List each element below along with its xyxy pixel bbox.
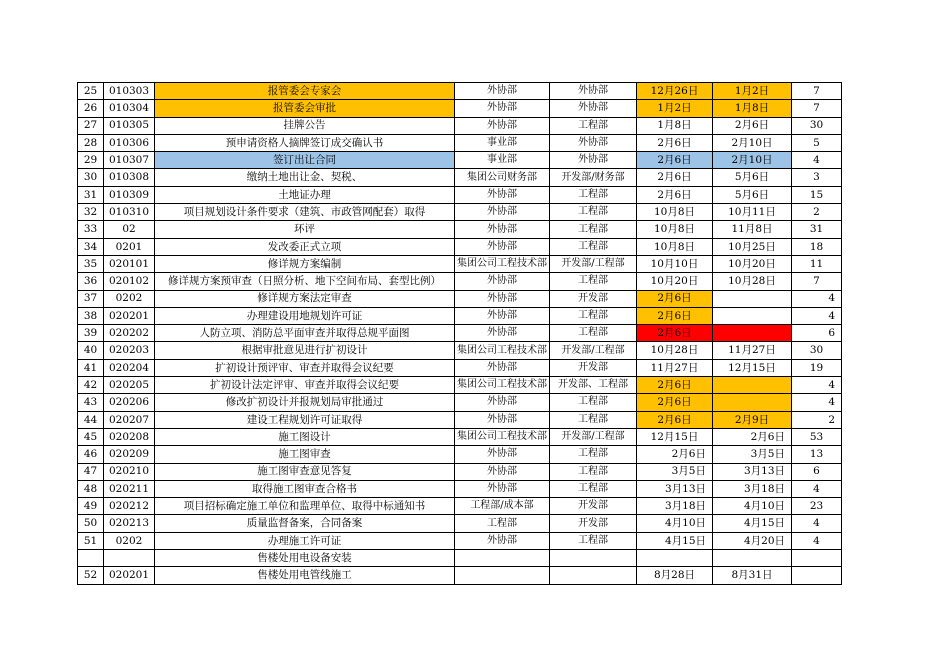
task-code-cell[interactable]: 020206 xyxy=(104,394,155,411)
task-name-cell[interactable]: 报管委会专家会 xyxy=(155,83,455,100)
duration-cell[interactable]: 4 xyxy=(792,152,842,169)
task-code-cell[interactable]: 010304 xyxy=(104,100,155,117)
coop-dept-cell[interactable]: 外协部 xyxy=(550,134,637,151)
responsible-dept-cell[interactable]: 外协部 xyxy=(455,359,550,376)
start-date-cell[interactable]: 1月8日 xyxy=(637,117,713,134)
schedule-table xyxy=(77,82,842,585)
coop-dept-cell[interactable]: 外协部 xyxy=(550,100,637,117)
table-row xyxy=(78,446,842,463)
end-date-cell[interactable]: 2月10日 xyxy=(713,134,792,151)
end-date-cell[interactable] xyxy=(713,325,792,342)
row-number-cell[interactable]: 52 xyxy=(78,567,104,584)
duration-cell[interactable]: 7 xyxy=(792,100,842,117)
end-date-cell[interactable]: 3月5日 xyxy=(713,446,792,463)
coop-dept-cell[interactable]: 工程部 xyxy=(550,532,637,549)
coop-dept-cell[interactable]: 工程部 xyxy=(550,394,637,411)
start-date-cell[interactable]: 2月6日 xyxy=(637,394,713,411)
duration-cell[interactable]: 6 xyxy=(792,325,842,342)
task-code-cell[interactable]: 020204 xyxy=(104,359,155,376)
table-row xyxy=(78,307,842,324)
responsible-dept-cell[interactable]: 事业部 xyxy=(455,134,550,151)
start-date-cell[interactable] xyxy=(637,550,713,567)
start-date-cell[interactable]: 10月10日 xyxy=(637,255,713,272)
responsible-dept-cell[interactable]: 外协部 xyxy=(455,307,550,324)
coop-dept-cell[interactable]: 开发部 xyxy=(550,359,637,376)
task-code-cell[interactable]: 010309 xyxy=(104,186,155,203)
row-number-cell[interactable]: 28 xyxy=(78,134,104,151)
task-name-cell[interactable]: 施工图审查 xyxy=(155,446,455,463)
task-name-cell[interactable]: 修改扩初设计并报规划局审批通过 xyxy=(155,394,455,411)
coop-dept-cell[interactable]: 开发部/财务部 xyxy=(550,169,637,186)
task-code-cell[interactable]: 020101 xyxy=(104,255,155,272)
task-code-cell[interactable]: 020201 xyxy=(104,567,155,584)
table-row xyxy=(78,238,842,255)
duration-cell[interactable]: 30 xyxy=(792,342,842,359)
table-row xyxy=(78,117,842,134)
task-code-cell[interactable]: 020210 xyxy=(104,463,155,480)
table-row xyxy=(78,550,842,567)
table-row xyxy=(78,204,842,221)
responsible-dept-cell[interactable]: 外协部 xyxy=(455,273,550,290)
task-code-cell[interactable]: 010303 xyxy=(104,83,155,100)
responsible-dept-cell[interactable]: 外协部 xyxy=(455,532,550,549)
start-date-cell[interactable]: 2月6日 xyxy=(637,411,713,428)
task-name-cell[interactable]: 施工图审查意见答复 xyxy=(155,463,455,480)
row-number-cell[interactable]: 44 xyxy=(78,411,104,428)
task-code-cell[interactable]: 010305 xyxy=(104,117,155,134)
task-name-cell[interactable]: 取得施工图审查合格书 xyxy=(155,480,455,497)
end-date-cell[interactable]: 2月6日 xyxy=(713,117,792,134)
row-number-cell[interactable]: 29 xyxy=(78,152,104,169)
coop-dept-cell[interactable]: 开发部/工程部 xyxy=(550,428,637,445)
end-date-cell[interactable]: 1月2日 xyxy=(713,83,792,100)
table-row xyxy=(78,394,842,411)
end-date-cell[interactable]: 5月6日 xyxy=(713,169,792,186)
responsible-dept-cell[interactable]: 外协部 xyxy=(455,325,550,342)
start-date-cell[interactable]: 10月28日 xyxy=(637,342,713,359)
responsible-dept-cell[interactable]: 外协部 xyxy=(455,100,550,117)
task-code-cell[interactable]: 020212 xyxy=(104,498,155,515)
task-code-cell[interactable]: 010310 xyxy=(104,204,155,221)
coop-dept-cell[interactable]: 工程部 xyxy=(550,463,637,480)
task-name-cell[interactable]: 办理建设用地规划许可证 xyxy=(155,307,455,324)
duration-cell[interactable]: 7 xyxy=(792,273,842,290)
task-code-cell[interactable] xyxy=(104,550,155,567)
table-row xyxy=(78,325,842,342)
row-number-cell[interactable]: 49 xyxy=(78,498,104,515)
task-name-cell[interactable]: 项目招标确定施工单位和监理单位、取得中标通知书 xyxy=(155,498,455,515)
coop-dept-cell[interactable]: 工程部 xyxy=(550,186,637,203)
responsible-dept-cell[interactable] xyxy=(455,550,550,567)
table-row xyxy=(78,359,842,376)
start-date-cell[interactable]: 12月26日 xyxy=(637,83,713,100)
task-name-cell[interactable]: 办理施工许可证 xyxy=(155,532,455,549)
duration-cell[interactable]: 53 xyxy=(792,428,842,445)
task-code-cell[interactable]: 020201 xyxy=(104,307,155,324)
end-date-cell[interactable]: 4月20日 xyxy=(713,532,792,549)
end-date-cell[interactable]: 10月11日 xyxy=(713,204,792,221)
responsible-dept-cell[interactable]: 集团公司工程技术部 xyxy=(455,428,550,445)
task-code-cell[interactable]: 0202 xyxy=(104,532,155,549)
duration-cell[interactable] xyxy=(792,550,842,567)
task-name-cell[interactable]: 扩初设计法定评审、审查并取得会议纪要 xyxy=(155,377,455,394)
responsible-dept-cell[interactable] xyxy=(455,567,550,584)
duration-cell[interactable]: 4 xyxy=(792,532,842,549)
row-number-cell[interactable]: 25 xyxy=(78,83,104,100)
row-number-cell[interactable]: 36 xyxy=(78,273,104,290)
duration-cell[interactable]: 7 xyxy=(792,83,842,100)
start-date-cell[interactable]: 4月10日 xyxy=(637,515,713,532)
task-name-cell[interactable]: 修详规方案编制 xyxy=(155,255,455,272)
responsible-dept-cell[interactable]: 外协部 xyxy=(455,221,550,238)
task-name-cell[interactable]: 修详规方案法定审查 xyxy=(155,290,455,307)
task-name-cell[interactable]: 预申请资格人摘牌签订成交确认书 xyxy=(155,134,455,151)
row-number-cell[interactable]: 50 xyxy=(78,515,104,532)
row-number-cell[interactable]: 37 xyxy=(78,290,104,307)
table-row xyxy=(78,532,842,549)
end-date-cell[interactable]: 11月27日 xyxy=(713,342,792,359)
task-name-cell[interactable]: 土地证办理 xyxy=(155,186,455,203)
coop-dept-cell[interactable]: 开发部/工程部 xyxy=(550,255,637,272)
responsible-dept-cell[interactable]: 外协部 xyxy=(455,238,550,255)
start-date-cell[interactable]: 2月6日 xyxy=(637,186,713,203)
duration-cell[interactable]: 30 xyxy=(792,117,842,134)
table-row xyxy=(78,169,842,186)
row-number-cell[interactable]: 39 xyxy=(78,325,104,342)
start-date-cell[interactable]: 10月8日 xyxy=(637,238,713,255)
coop-dept-cell[interactable] xyxy=(550,567,637,584)
start-date-cell[interactable]: 2月6日 xyxy=(637,446,713,463)
task-name-cell[interactable]: 发改委正式立项 xyxy=(155,238,455,255)
start-date-cell[interactable]: 8月28日 xyxy=(637,567,713,584)
responsible-dept-cell[interactable]: 外协部 xyxy=(455,290,550,307)
row-number-cell[interactable]: 46 xyxy=(78,446,104,463)
responsible-dept-cell[interactable]: 外协部 xyxy=(455,446,550,463)
start-date-cell[interactable]: 12月15日 xyxy=(637,428,713,445)
start-date-cell[interactable]: 10月8日 xyxy=(637,221,713,238)
task-name-cell[interactable]: 报管委会审批 xyxy=(155,100,455,117)
task-name-cell[interactable]: 售楼处用电管线施工 xyxy=(155,567,455,584)
start-date-cell[interactable]: 2月6日 xyxy=(637,152,713,169)
start-date-cell[interactable]: 2月6日 xyxy=(637,325,713,342)
table-row xyxy=(78,221,842,238)
end-date-cell[interactable]: 3月18日 xyxy=(713,480,792,497)
end-date-cell[interactable] xyxy=(713,377,792,394)
start-date-cell[interactable]: 2月6日 xyxy=(637,307,713,324)
end-date-cell[interactable] xyxy=(713,550,792,567)
end-date-cell[interactable]: 5月6日 xyxy=(713,186,792,203)
table-row xyxy=(78,134,842,151)
end-date-cell[interactable]: 2月10日 xyxy=(713,152,792,169)
task-name-cell[interactable]: 扩初设计预评审、审查并取得会议纪要 xyxy=(155,359,455,376)
row-number-cell[interactable]: 32 xyxy=(78,204,104,221)
table-row xyxy=(78,463,842,480)
table-row xyxy=(78,273,842,290)
row-number-cell[interactable]: 35 xyxy=(78,255,104,272)
task-name-cell[interactable]: 签订出让合同 xyxy=(155,152,455,169)
task-name-cell[interactable]: 修详规方案预审查（日照分析、地下空间布局、套型比例） xyxy=(155,273,455,290)
coop-dept-cell[interactable]: 工程部 xyxy=(550,307,637,324)
end-date-cell[interactable]: 11月8日 xyxy=(713,221,792,238)
task-code-cell[interactable]: 020213 xyxy=(104,515,155,532)
coop-dept-cell[interactable]: 工程部 xyxy=(550,273,637,290)
duration-cell[interactable]: 3 xyxy=(792,169,842,186)
start-date-cell[interactable]: 3月5日 xyxy=(637,463,713,480)
end-date-cell[interactable]: 2月6日 xyxy=(713,428,792,445)
task-name-cell[interactable]: 环评 xyxy=(155,221,455,238)
table-row xyxy=(78,377,842,394)
task-name-cell[interactable]: 质量监督备案，合同备案 xyxy=(155,515,455,532)
end-date-cell[interactable]: 2月9日 xyxy=(713,411,792,428)
coop-dept-cell[interactable]: 工程部 xyxy=(550,238,637,255)
responsible-dept-cell[interactable]: 集团公司财务部 xyxy=(455,169,550,186)
start-date-cell[interactable]: 1月2日 xyxy=(637,100,713,117)
row-number-cell[interactable]: 30 xyxy=(78,169,104,186)
table-row xyxy=(78,342,842,359)
row-number-cell[interactable]: 27 xyxy=(78,117,104,134)
coop-dept-cell[interactable]: 外协部 xyxy=(550,152,637,169)
responsible-dept-cell[interactable]: 集团公司工程技术部 xyxy=(455,377,550,394)
row-number-cell[interactable]: 40 xyxy=(78,342,104,359)
task-code-cell[interactable]: 0201 xyxy=(104,238,155,255)
coop-dept-cell[interactable]: 开发部 xyxy=(550,498,637,515)
task-code-cell[interactable]: 020102 xyxy=(104,273,155,290)
duration-cell[interactable]: 4 xyxy=(792,480,842,497)
task-name-cell[interactable]: 项目规划设计条件要求（建筑、市政管网配套）取得 xyxy=(155,204,455,221)
task-name-cell[interactable]: 挂牌公告 xyxy=(155,117,455,134)
end-date-cell[interactable]: 10月28日 xyxy=(713,273,792,290)
coop-dept-cell[interactable]: 外协部 xyxy=(550,83,637,100)
start-date-cell[interactable]: 11月27日 xyxy=(637,359,713,376)
duration-cell[interactable]: 18 xyxy=(792,238,842,255)
task-code-cell[interactable]: 020205 xyxy=(104,377,155,394)
coop-dept-cell[interactable]: 开发部、工程部 xyxy=(550,377,637,394)
coop-dept-cell[interactable]: 工程部 xyxy=(550,446,637,463)
table-row xyxy=(78,411,842,428)
row-number-cell[interactable]: 42 xyxy=(78,377,104,394)
responsible-dept-cell[interactable]: 工程部/成本部 xyxy=(455,498,550,515)
row-number-cell[interactable] xyxy=(78,550,104,567)
duration-cell[interactable]: 11 xyxy=(792,255,842,272)
table-row xyxy=(78,515,842,532)
responsible-dept-cell[interactable]: 事业部 xyxy=(455,152,550,169)
start-date-cell[interactable]: 2月6日 xyxy=(637,377,713,394)
task-name-cell[interactable]: 根据审批意见进行扩初设计 xyxy=(155,342,455,359)
end-date-cell[interactable]: 4月15日 xyxy=(713,515,792,532)
task-name-cell[interactable]: 缴纳土地出让金、契税、 xyxy=(155,169,455,186)
row-number-cell[interactable]: 43 xyxy=(78,394,104,411)
start-date-cell[interactable]: 2月6日 xyxy=(637,169,713,186)
responsible-dept-cell[interactable]: 外协部 xyxy=(455,83,550,100)
table-row xyxy=(78,100,842,117)
start-date-cell[interactable]: 2月6日 xyxy=(637,290,713,307)
task-name-cell[interactable]: 施工图设计 xyxy=(155,428,455,445)
duration-cell[interactable]: 6 xyxy=(792,463,842,480)
start-date-cell[interactable]: 2月6日 xyxy=(637,134,713,151)
duration-cell[interactable]: 4 xyxy=(792,515,842,532)
start-date-cell[interactable]: 10月20日 xyxy=(637,273,713,290)
responsible-dept-cell[interactable]: 集团公司工程技术部 xyxy=(455,255,550,272)
duration-cell[interactable] xyxy=(792,567,842,584)
responsible-dept-cell[interactable]: 外协部 xyxy=(455,480,550,497)
coop-dept-cell[interactable]: 开发部/工程部 xyxy=(550,342,637,359)
duration-cell[interactable]: 4 xyxy=(792,290,842,307)
duration-cell[interactable]: 2 xyxy=(792,411,842,428)
coop-dept-cell[interactable]: 开发部 xyxy=(550,290,637,307)
table-row xyxy=(78,152,842,169)
responsible-dept-cell[interactable]: 集团公司工程技术部 xyxy=(455,342,550,359)
task-code-cell[interactable]: 010307 xyxy=(104,152,155,169)
responsible-dept-cell[interactable]: 外协部 xyxy=(455,411,550,428)
task-code-cell[interactable]: 020203 xyxy=(104,342,155,359)
row-number-cell[interactable]: 41 xyxy=(78,359,104,376)
responsible-dept-cell[interactable]: 工程部 xyxy=(455,515,550,532)
end-date-cell[interactable] xyxy=(713,394,792,411)
schedule-rows xyxy=(78,83,842,585)
task-code-cell[interactable]: 02 xyxy=(104,221,155,238)
table-row xyxy=(78,255,842,272)
start-date-cell[interactable]: 4月15日 xyxy=(637,532,713,549)
end-date-cell[interactable]: 3月13日 xyxy=(713,463,792,480)
end-date-cell[interactable]: 8月31日 xyxy=(713,567,792,584)
start-date-cell[interactable]: 3月13日 xyxy=(637,480,713,497)
row-number-cell[interactable]: 34 xyxy=(78,238,104,255)
end-date-cell[interactable]: 10月25日 xyxy=(713,238,792,255)
coop-dept-cell[interactable]: 工程部 xyxy=(550,221,637,238)
duration-cell[interactable]: 31 xyxy=(792,221,842,238)
table-row xyxy=(78,498,842,515)
task-code-cell[interactable]: 020202 xyxy=(104,325,155,342)
row-number-cell[interactable]: 48 xyxy=(78,480,104,497)
duration-cell[interactable]: 4 xyxy=(792,377,842,394)
table-row xyxy=(78,480,842,497)
task-code-cell[interactable]: 020207 xyxy=(104,411,155,428)
duration-cell[interactable]: 19 xyxy=(792,359,842,376)
task-code-cell[interactable]: 020208 xyxy=(104,428,155,445)
responsible-dept-cell[interactable]: 外协部 xyxy=(455,463,550,480)
responsible-dept-cell[interactable]: 外协部 xyxy=(455,117,550,134)
responsible-dept-cell[interactable]: 外协部 xyxy=(455,186,550,203)
coop-dept-cell[interactable]: 工程部 xyxy=(550,480,637,497)
end-date-cell[interactable] xyxy=(713,307,792,324)
end-date-cell[interactable]: 1月8日 xyxy=(713,100,792,117)
row-number-cell[interactable]: 45 xyxy=(78,428,104,445)
row-number-cell[interactable]: 38 xyxy=(78,307,104,324)
coop-dept-cell[interactable]: 工程部 xyxy=(550,204,637,221)
start-date-cell[interactable]: 3月18日 xyxy=(637,498,713,515)
duration-cell[interactable]: 4 xyxy=(792,307,842,324)
task-name-cell[interactable]: 建设工程规划许可证取得 xyxy=(155,411,455,428)
duration-cell[interactable]: 13 xyxy=(792,446,842,463)
task-code-cell[interactable]: 020211 xyxy=(104,480,155,497)
end-date-cell[interactable]: 12月15日 xyxy=(713,359,792,376)
row-number-cell[interactable]: 26 xyxy=(78,100,104,117)
coop-dept-cell[interactable]: 工程部 xyxy=(550,117,637,134)
duration-cell[interactable]: 15 xyxy=(792,186,842,203)
coop-dept-cell[interactable]: 开发部 xyxy=(550,515,637,532)
table-row xyxy=(78,567,842,584)
table-row xyxy=(78,83,842,100)
responsible-dept-cell[interactable]: 外协部 xyxy=(455,204,550,221)
duration-cell[interactable]: 5 xyxy=(792,134,842,151)
duration-cell[interactable]: 23 xyxy=(792,498,842,515)
start-date-cell[interactable]: 10月8日 xyxy=(637,204,713,221)
row-number-cell[interactable]: 33 xyxy=(78,221,104,238)
coop-dept-cell[interactable]: 工程部 xyxy=(550,411,637,428)
task-code-cell[interactable]: 010306 xyxy=(104,134,155,151)
table-row xyxy=(78,290,842,307)
end-date-cell[interactable]: 4月10日 xyxy=(713,498,792,515)
duration-cell[interactable]: 2 xyxy=(792,204,842,221)
row-number-cell[interactable]: 47 xyxy=(78,463,104,480)
end-date-cell[interactable] xyxy=(713,290,792,307)
duration-cell[interactable]: 4 xyxy=(792,394,842,411)
table-row xyxy=(78,186,842,203)
task-name-cell[interactable]: 人防立项、消防总平面审查并取得总规平面图 xyxy=(155,325,455,342)
responsible-dept-cell[interactable]: 外协部 xyxy=(455,394,550,411)
row-number-cell[interactable]: 51 xyxy=(78,532,104,549)
task-code-cell[interactable]: 020209 xyxy=(104,446,155,463)
task-name-cell[interactable]: 售楼处用电设备安装 xyxy=(155,550,455,567)
task-code-cell[interactable]: 0202 xyxy=(104,290,155,307)
coop-dept-cell[interactable] xyxy=(550,550,637,567)
table-row xyxy=(78,428,842,445)
row-number-cell[interactable]: 31 xyxy=(78,186,104,203)
coop-dept-cell[interactable]: 工程部 xyxy=(550,325,637,342)
end-date-cell[interactable]: 10月20日 xyxy=(713,255,792,272)
task-code-cell[interactable]: 010308 xyxy=(104,169,155,186)
